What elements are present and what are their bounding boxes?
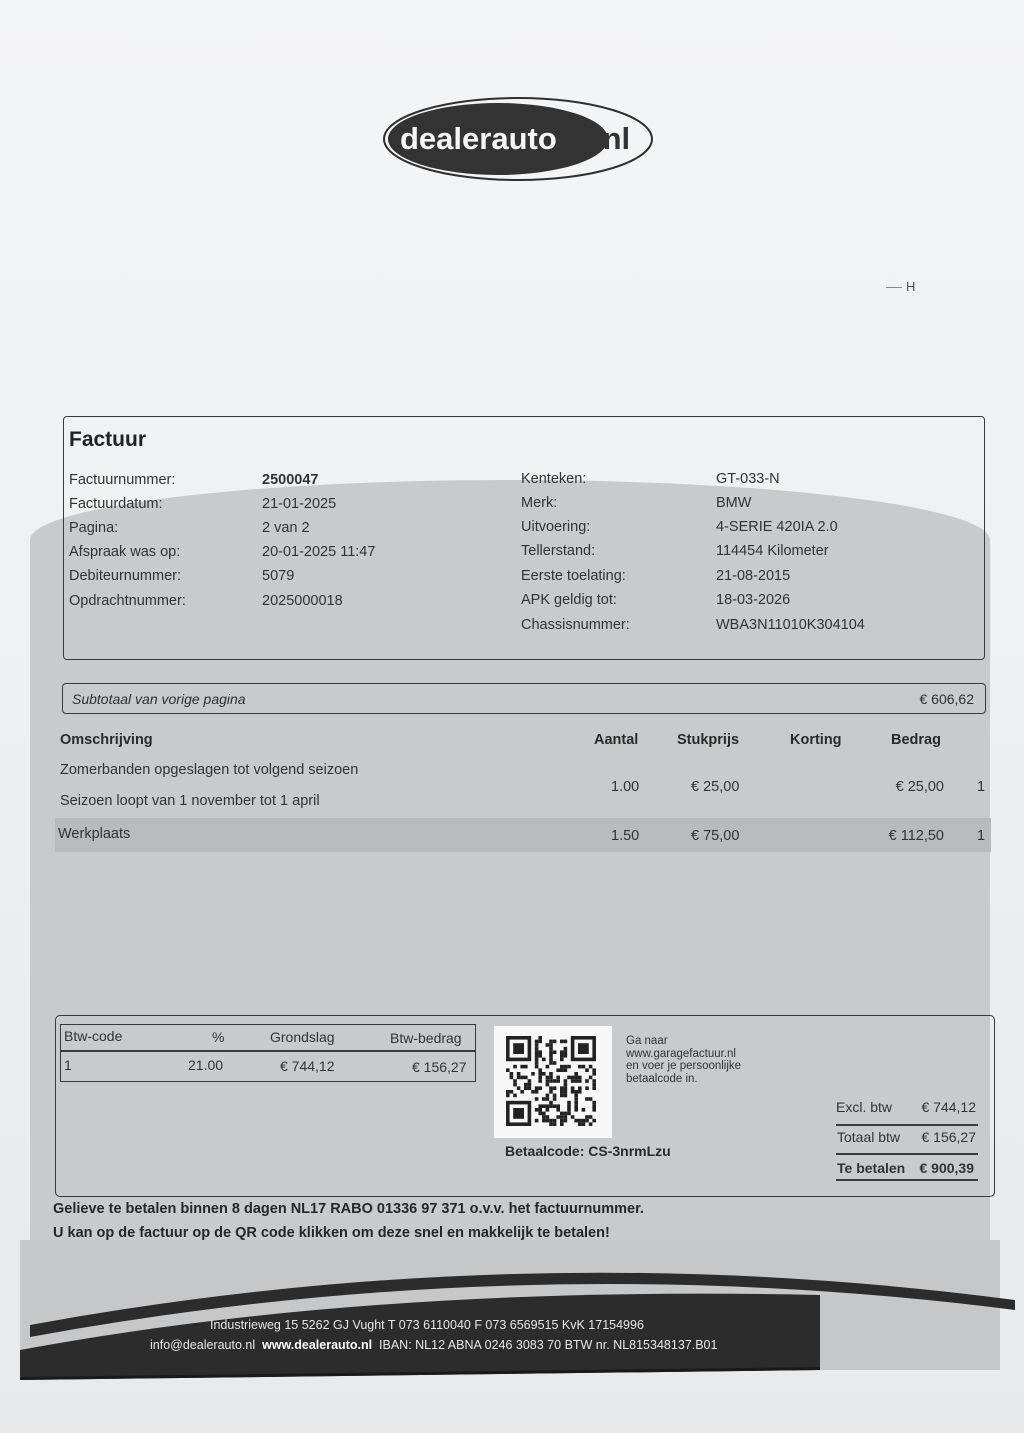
label-tellerstand: Tellerstand: (521, 543, 596, 559)
label-factuurnummer: Factuurnummer: (69, 472, 176, 488)
invoice-title: Factuur (69, 428, 147, 451)
btw-row-pct: 21.00 (188, 1057, 224, 1073)
logo-text-tld: .nl (594, 121, 631, 156)
totaal-btw-value: € 156,27 (921, 1129, 976, 1145)
row2-code: 1 (977, 828, 986, 844)
row1-bedrag: € 25,00 (895, 779, 944, 795)
payment-note-1: Gelieve te betalen binnen 8 dagen NL17 RABO 01336 97 371 o.v.v. het factuurnummer. (53, 1201, 644, 1217)
value-merk: BMW (716, 495, 752, 511)
payment-qr-code[interactable] (494, 1026, 612, 1138)
footer-bank: IBAN: NL12 ABNA 0246 3083 70 BTW nr. NL815348137.B01 (379, 1338, 718, 1352)
footer-website[interactable]: www.dealerauto.nl (262, 1338, 373, 1352)
row1-stukprijs: € 25,00 (691, 779, 740, 795)
dealerauto-logo (382, 96, 654, 182)
excl-btw-label: Excl. btw (836, 1099, 893, 1115)
value-factuurnummer: 2500047 (262, 472, 319, 488)
value-debiteurnummer: 5079 (262, 568, 295, 584)
subtotal-label: Subtotaal van vorige pagina (72, 691, 246, 707)
row2-shade (55, 818, 991, 852)
value-kenteken: GT-033-N (716, 471, 780, 487)
value-apk: 18-03-2026 (716, 592, 791, 608)
btw-table-divider (60, 1050, 476, 1052)
btw-header-bedrag: Btw-bedrag (390, 1030, 462, 1046)
value-eerste-toelating: 21-08-2015 (716, 568, 791, 584)
subtotal-value: € 606,62 (919, 691, 974, 707)
btw-header-pct: % (212, 1029, 225, 1045)
totals-rule-2 (836, 1153, 978, 1155)
btw-header-code: Btw-code (64, 1028, 123, 1044)
value-factuurdatum: 21-01-2025 (262, 496, 337, 512)
row1-desc-line2: Seizoen loopt van 1 november tot 1 april (60, 793, 320, 809)
totals-rule-1 (836, 1124, 978, 1126)
label-chassisnummer: Chassisnummer: (521, 617, 630, 633)
header-omschrijving: Omschrijving (60, 732, 153, 748)
value-chassisnummer: WBA3N11010K304104 (716, 617, 865, 633)
te-betalen-value: € 900,39 (919, 1160, 974, 1176)
label-afspraak: Afspraak was op: (69, 544, 181, 560)
footer-contact (150, 1338, 717, 1352)
label-eerste-toelating: Eerste toelating: (521, 568, 626, 584)
label-kenteken: Kenteken: (521, 471, 587, 487)
btw-header-grondslag: Grondslag (270, 1029, 335, 1045)
row1-desc-line1: Zomerbanden opgeslagen tot volgend seizoen (60, 762, 359, 778)
row2-stukprijs: € 75,00 (691, 828, 740, 844)
qr-instructions: Ga naar www.garagefactuur.nl en voer je persoonlijke betaalcode in. (626, 1035, 742, 1085)
label-debiteurnummer: Debiteurnummer: (69, 568, 182, 584)
header-aantal: Aantal (594, 732, 639, 748)
value-opdrachtnummer: 2025000018 (262, 593, 343, 609)
footer-email[interactable]: info@dealerauto.nl (150, 1338, 256, 1352)
value-afspraak: 20-01-2025 11:47 (262, 544, 376, 560)
label-opdrachtnummer: Opdrachtnummer: (69, 593, 186, 609)
row2-aantal: 1.50 (611, 828, 640, 844)
header-stukprijs: Stukprijs (677, 732, 740, 748)
footer-address: Industrieweg 15 5262 GJ Vught T 073 6110040 F 073 6569515 KvK 17154996 (210, 1318, 644, 1332)
label-pagina: Pagina: (69, 520, 119, 536)
row1-code: 1 (977, 779, 986, 795)
betaalcode: Betaalcode: CS-3nrmLzu (505, 1143, 671, 1159)
excl-btw-value: € 744,12 (921, 1099, 976, 1115)
value-uitvoering: 4-SERIE 420IA 2.0 (716, 519, 838, 535)
row2-bedrag: € 112,50 (888, 828, 944, 844)
row2-desc: Werkplaats (58, 826, 131, 842)
value-pagina: 2 van 2 (262, 520, 310, 536)
label-apk: APK geldig tot: (521, 592, 617, 608)
payment-note-2: U kan op de factuur op de QR code klikken om deze snel en makkelijk te betalen! (53, 1225, 610, 1241)
value-tellerstand: 114454 Kilometer (716, 543, 829, 559)
margin-mark: H (886, 279, 915, 294)
qr-code-icon (494, 1026, 612, 1138)
row1-aantal: 1.00 (611, 779, 640, 795)
btw-row-bedrag: € 156,27 (412, 1059, 467, 1075)
header-korting: Korting (790, 732, 842, 748)
btw-row-grondslag: € 744,12 (280, 1058, 335, 1074)
totaal-btw-label: Totaal btw (837, 1129, 901, 1145)
label-uitvoering: Uitvoering: (521, 519, 591, 535)
label-merk: Merk: (521, 495, 558, 511)
header-bedrag: Bedrag (891, 732, 941, 748)
te-betalen-label: Te betalen (837, 1160, 906, 1176)
totals-rule-3 (836, 1179, 978, 1181)
label-factuurdatum: Factuurdatum: (69, 496, 163, 512)
logo-text-main: dealerauto (400, 121, 557, 156)
btw-row-code: 1 (64, 1057, 72, 1073)
